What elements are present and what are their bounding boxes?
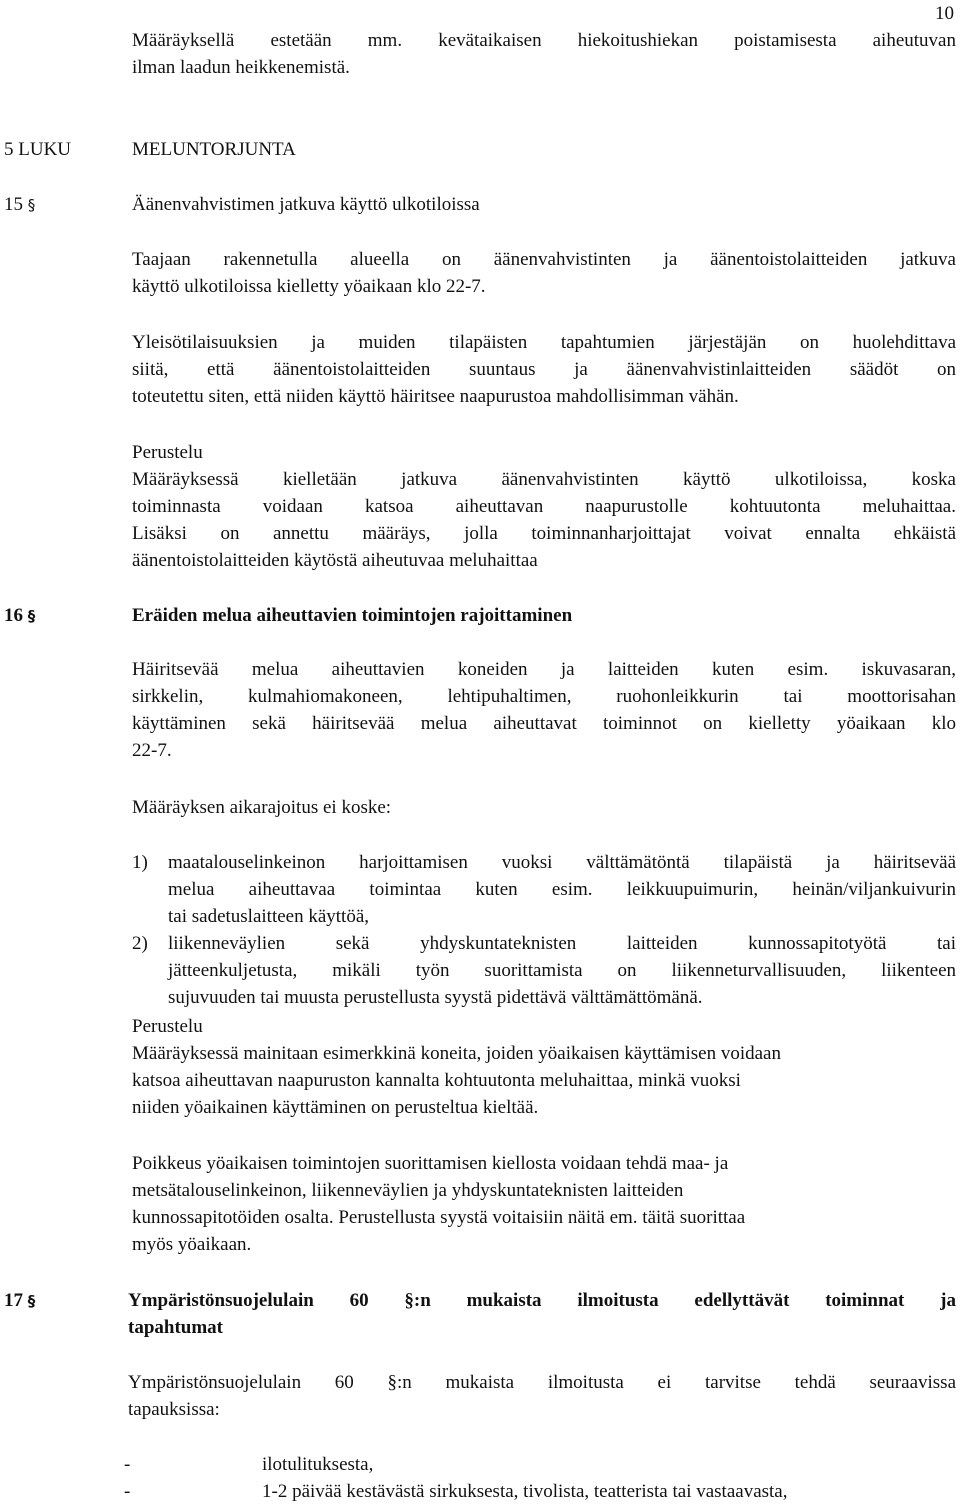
- text-line: tai sadetuslaitteen käyttöä,: [168, 906, 370, 927]
- text-line: niiden yöaikainen käyttäminen on perusteltua kieltää.: [132, 1097, 539, 1118]
- text-line: tapauksissa:: [128, 1399, 220, 1420]
- text-line: Taajaan rakennetulla alueella on äänenvahvistinten ja äänentoistolaitteiden jatkuva: [132, 249, 956, 270]
- text-line: Poikkeus yöaikaisen toimintojen suorittamisen kiellosta voidaan tehdä maa- ja: [132, 1153, 729, 1174]
- text-line: metsätalouselinkeinon, liikenneväylien ja yhdyskuntateknisten laitteiden: [132, 1180, 684, 1201]
- list-item: [168, 849, 956, 930]
- list-number: 2): [132, 933, 148, 954]
- section-number: 16: [4, 605, 23, 626]
- text-line: Määräyksessä mainitaan esimerkkinä koneita, joiden yöaikaisen käyttämisen voidaan: [132, 1043, 781, 1064]
- text-line: sirkkelin, kulmahiomakoneen, lehtipuhaltimen, ruohonleikkurin tai moottorisahan: [132, 686, 956, 707]
- text-line: Yleisötilaisuuksien ja muiden tilapäisten tapahtumien järjestäjän on huolehdittava: [132, 332, 956, 353]
- list-item: [168, 930, 956, 1011]
- text-line: ilman laadun heikkenemistä.: [132, 57, 350, 78]
- section-15-paragraph-1: [132, 246, 956, 300]
- text-line: toiminnasta voidaan katsoa aiheuttavan naapurustolle kohtuutonta meluhaittaa.: [132, 496, 956, 517]
- intro-paragraph: [132, 27, 956, 81]
- list-dash: -: [124, 1481, 131, 1502]
- section-sign: §: [27, 607, 36, 625]
- section-15-title: Äänenvahvistimen jatkuva käyttö ulkotiloissa: [132, 194, 480, 215]
- text-line: maatalouselinkeinon harjoittamisen vuoksi välttämätöntä tilapäistä ja häiritsevää: [168, 852, 956, 873]
- list-item: ilotulituksesta,: [262, 1454, 374, 1475]
- text-line: 22-7.: [132, 740, 172, 761]
- text-line: äänentoistolaitteiden käytöstä aiheutuvaa meluhaittaa: [132, 550, 538, 571]
- page-number: 10: [935, 3, 954, 24]
- section-15-number: [4, 191, 35, 219]
- list-number: 1): [132, 852, 148, 873]
- text-line: toteutettu siten, että niiden käyttö häiritsee naapurustoa mahdollisimman vähän.: [132, 386, 739, 407]
- text-line: Lisäksi on annettu määräys, jolla toiminnanharjoittajat voivat ennalta ehkäistä: [132, 523, 956, 544]
- text-line: sujuvuuden tai muusta perustellusta syystä pidettävä välttämättömänä.: [168, 987, 703, 1008]
- title-line: tapahtumat: [128, 1317, 224, 1338]
- title-line: Ympäristönsuojelulain 60 §:n mukaista ilmoitusta edellyttävät toiminnat ja: [128, 1290, 956, 1311]
- text-line: siitä, että äänentoistolaitteiden suuntaus ja äänenvahvistinlaitteiden säädöt on: [132, 359, 956, 380]
- text-line: käyttö ulkotiloissa kielletty yöaikaan klo 22-7.: [132, 276, 486, 297]
- section-16-number: [4, 602, 35, 630]
- section-17-title: [128, 1287, 956, 1341]
- text-line: myös yöaikaan.: [132, 1234, 252, 1255]
- section-15-paragraph-2: [132, 329, 956, 410]
- section-16-paragraph-2: Määräyksen aikarajoitus ei koske:: [132, 797, 392, 818]
- section-17-paragraph-1: [128, 1369, 956, 1423]
- chapter-title: MELUNTORJUNTA: [132, 139, 296, 160]
- text-line: käyttäminen sekä häiritsevää melua aiheuttavat toiminnot on kielletty yöaikaan klo: [132, 713, 956, 734]
- section-15-perustelu: [132, 439, 956, 574]
- section-16-title: Eräiden melua aiheuttavien toimintojen rajoittaminen: [132, 605, 573, 626]
- text-line: Määräyksessä kielletään jatkuva äänenvahvistinten käyttö ulkotiloissa, koska: [132, 469, 956, 490]
- text-line: kunnossapitotöiden osalta. Perustellusta syystä voitaisiin näitä em. täitä suorittaa: [132, 1207, 746, 1228]
- text-line: Määräyksellä estetään mm. kevätaikaisen hiekoitushiekan poistamisesta aiheutuvan: [132, 30, 956, 51]
- perustelu-label: Perustelu: [132, 442, 203, 463]
- text-line: Ympäristönsuojelulain 60 §:n mukaista ilmoitusta ei tarvitse tehdä seuraavissa: [128, 1372, 956, 1393]
- section-16-poikkeus: [132, 1150, 944, 1258]
- section-number: 17: [4, 1290, 23, 1311]
- text-line: melua aiheuttavaa toimintaa kuten esim. leikkuupuimurin, heinän/viljankuivurin: [168, 879, 956, 900]
- section-number: 15: [4, 194, 23, 215]
- text-line: Häiritsevää melua aiheuttavien koneiden ja laitteiden kuten esim. iskuvasaran,: [132, 659, 956, 680]
- text-line: katsoa aiheuttavan naapuruston kannalta kohtuutonta meluhaittaa, minkä vuoksi: [132, 1070, 741, 1091]
- perustelu-label: Perustelu: [132, 1016, 203, 1037]
- section-16-paragraph-1: [132, 656, 956, 764]
- text-line: jätteenkuljetusta, mikäli työn suorittamista on liikenneturvallisuuden, liikenteen: [168, 960, 956, 981]
- section-sign: §: [27, 1292, 36, 1310]
- section-16-perustelu: [132, 1013, 944, 1121]
- list-dash: -: [124, 1454, 131, 1475]
- text-line: liikenneväylien sekä yhdyskuntateknisten laitteiden kunnossapitotyötä tai: [168, 933, 956, 954]
- section-sign: §: [27, 196, 36, 214]
- chapter-number: 5 LUKU: [4, 139, 72, 160]
- section-17-number: [4, 1287, 35, 1315]
- list-item: 1-2 päivää kestävästä sirkuksesta, tivolista, teatterista tai vastaavasta,: [262, 1481, 788, 1502]
